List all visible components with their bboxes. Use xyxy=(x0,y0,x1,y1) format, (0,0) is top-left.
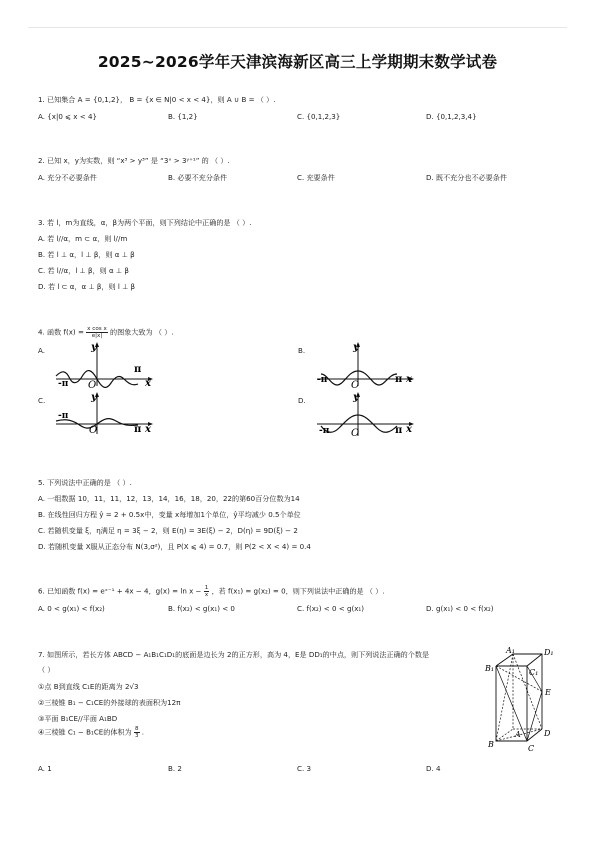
cuboid-label-b: B xyxy=(488,740,494,749)
question-5-option-d[interactable]: D. 若随机变量 X服从正态分布 N(3,σ²)，且 P(X ⩽ 4) = 0.7，则 P(2 < X < 4) = 0.4 xyxy=(38,542,311,551)
question-7-item-4-fraction xyxy=(134,726,140,739)
question-5-option-b[interactable]: B. 在线性回归方程 ŷ = 2 + 0.5x中，变量 x每增加1个单位，ŷ平均减少 0.5个单位 xyxy=(38,510,301,519)
question-4-label-a[interactable]: A. xyxy=(38,346,45,355)
question-6-option-c[interactable]: C. f(x₂) < 0 < g(x₁) xyxy=(297,604,365,613)
graph-b-y-label: y xyxy=(353,342,359,353)
graph-c-y-label: y xyxy=(91,392,97,403)
question-4-stem-suffix: 的图象大致为 （ ）. xyxy=(110,327,174,337)
graph-d-x-label: x xyxy=(406,424,412,435)
cuboid-line-a1b xyxy=(496,654,513,741)
question-4-label-b[interactable]: B. xyxy=(298,346,306,355)
graph-d-y-label: y xyxy=(353,392,359,403)
question-4-label-d[interactable]: D. xyxy=(298,396,306,405)
question-7-option-b[interactable]: B. 2 xyxy=(168,764,182,773)
question-3-option-a[interactable]: A. 若 l//α，m ⊂ α，则 l//m xyxy=(38,234,128,243)
question-6-stem xyxy=(38,585,558,598)
cuboid-label-d: D xyxy=(544,729,551,738)
question-7-option-c[interactable]: C. 3 xyxy=(297,764,311,773)
cuboid-label-b1: B₁ xyxy=(485,664,495,673)
question-2-option-c[interactable]: C. 充要条件 xyxy=(297,173,335,182)
graph-d[interactable] xyxy=(313,388,419,438)
graph-c-origin: O xyxy=(89,425,98,436)
question-1-option-a[interactable]: A. {x|0 ⩽ x < 4} xyxy=(38,112,97,121)
question-1-option-d[interactable]: D. {0,1,2,3,4} xyxy=(426,112,477,121)
question-2-stem: 2. 已知 x，y为实数，则 “x³ > y³” 是 “3ˣ > 3ʸ⁺¹” 的 （ ）. xyxy=(38,156,230,165)
question-5-stem: 5. 下列说法中正确的是 （ ）. xyxy=(38,478,132,487)
question-7-item-4-text: ④三棱锥 C₁ − B₁CE的体积为 xyxy=(38,727,132,737)
question-6-fraction xyxy=(204,585,210,598)
question-2-option-b[interactable]: B. 必要不充分条件 xyxy=(168,173,228,182)
graph-c[interactable] xyxy=(52,388,158,438)
graph-a-y-label: y xyxy=(91,342,97,353)
question-4-label-c[interactable]: C. xyxy=(38,396,46,405)
question-7-option-a[interactable]: A. 1 xyxy=(38,764,52,773)
graph-a-neg-pi: -π xyxy=(58,379,69,388)
cuboid-label-a: A xyxy=(515,730,521,739)
cuboid-edges-top-front xyxy=(496,654,542,666)
question-7-stem: 7. 如图所示，若长方体 ABCD − A₁B₁C₁D₁的底面是边长为 2的正方形，高为 4，E是 DD₁的中点，则下列说法正确的个数是 xyxy=(38,650,430,659)
question-1-option-b[interactable]: B. {1,2} xyxy=(168,112,198,121)
question-5-option-a[interactable]: A. 一组数据 10，11，11，12，13，14，16，18，20，22的第60百分位数为14 xyxy=(38,494,300,503)
graph-d-pi: π xyxy=(395,425,403,436)
question-3-option-c[interactable]: C. 若 l//α，l ⊥ β，则 α ⊥ β xyxy=(38,266,129,275)
question-5-option-c[interactable]: C. 若随机变量 ξ，η满足 η = 3ξ − 2，则 E(η) = 3E(ξ) − 2，D(η) = 9D(ξ) − 2 xyxy=(38,526,298,535)
page-title: 2025~2026学年天津滨海新区高三上学期期末数学试卷 xyxy=(97,53,498,71)
question-7-item-4-denominator: 3 xyxy=(134,733,139,739)
header-rule xyxy=(28,27,567,28)
question-2-option-a[interactable]: A. 充分不必要条件 xyxy=(38,173,97,182)
question-3-option-d[interactable]: D. 若 l ⊂ α，α ⊥ β，则 l ⊥ β xyxy=(38,282,136,291)
graph-c-x-label: x xyxy=(145,424,151,435)
question-6-fraction-denominator: x xyxy=(204,592,209,598)
question-6-stem-prefix: 6. 已知函数 f(x) = eˣ⁻¹ + 4x − 4，g(x) = ln x − xyxy=(38,586,202,596)
graph-b[interactable] xyxy=(313,338,419,388)
question-6-option-a[interactable]: A. 0 < g(x₁) < f(x₂) xyxy=(38,604,105,613)
question-1-stem: 1. 已知集合 A = {0,1,2}， B = {x ∈ N|0 < x < 4}，则 A ∪ B = （ ）. xyxy=(38,95,276,104)
graph-c-pi: π xyxy=(134,424,142,435)
question-2-option-d[interactable]: D. 既不充分也不必要条件 xyxy=(426,173,507,182)
question-3-option-b[interactable]: B. 若 l ⊥ α，l ⊥ β，则 α ⊥ β xyxy=(38,250,135,259)
cuboid-edges-top-back xyxy=(496,654,542,729)
question-7-stem-cont: （ ） xyxy=(38,665,55,674)
question-7-item-3: ③平面 B₁CE//平面 A₁BD xyxy=(38,714,118,723)
graph-a[interactable] xyxy=(52,338,158,388)
graph-d-neg-pi: -π xyxy=(319,426,330,436)
question-1-option-c[interactable]: C. {0,1,2,3} xyxy=(297,112,341,121)
cuboid-label-d1: D₁ xyxy=(544,648,554,657)
graph-b-origin: O xyxy=(351,380,360,388)
question-7-item-4-numerator: 8 xyxy=(134,726,139,732)
graph-d-origin: O xyxy=(351,428,360,438)
cuboid-label-e: E xyxy=(545,688,551,697)
cuboid-label-c1: C₁ xyxy=(529,668,539,677)
cuboid-label-c: C xyxy=(528,744,535,753)
question-3-stem: 3. 若 l，m为直线，α，β为两个平面，则下列结论中正确的是 （ ）. xyxy=(38,218,252,227)
question-4-stem-prefix: 4. 函数 f(x) = xyxy=(38,327,84,337)
cuboid-edge-ba-hidden xyxy=(496,729,513,741)
question-4-fraction-denominator: e|x| xyxy=(91,333,103,339)
cuboid-figure xyxy=(484,644,564,756)
cuboid-label-a1: A₁ xyxy=(506,646,515,655)
question-7-item-4-end: . xyxy=(141,727,145,737)
question-4-fraction-numerator: x cos x xyxy=(87,326,107,332)
graph-a-pi: π xyxy=(134,364,142,375)
question-6-stem-suffix: ，若 f(x₁) = g(x₂) = 0，则下列说法中正确的是 （ ）. xyxy=(211,586,385,596)
graph-a-x-label: x xyxy=(145,378,151,388)
question-7-item-2: ②三棱锥 B₁ − C₁CE的外接球的表面积为12π xyxy=(38,698,181,707)
question-7-item-1: ①点 B到直线 C₁E的距离为 2√3 xyxy=(38,682,139,691)
question-7-option-d[interactable]: D. 4 xyxy=(426,764,441,773)
question-6-fraction-numerator: 1 xyxy=(204,585,209,591)
cuboid-line-ce xyxy=(527,692,542,742)
graph-b-pi: π xyxy=(395,374,403,385)
question-7-item-4 xyxy=(38,726,144,739)
question-6-option-b[interactable]: B. f(x₂) < g(x₁) < 0 xyxy=(168,604,235,613)
question-6-option-d[interactable]: D. g(x₁) < 0 < f(x₂) xyxy=(426,604,494,613)
graph-a-origin: O xyxy=(88,380,97,388)
graph-b-x-label: x xyxy=(406,374,412,385)
graph-b-neg-pi: -π xyxy=(317,375,328,385)
graph-c-neg-pi: -π xyxy=(58,411,69,421)
